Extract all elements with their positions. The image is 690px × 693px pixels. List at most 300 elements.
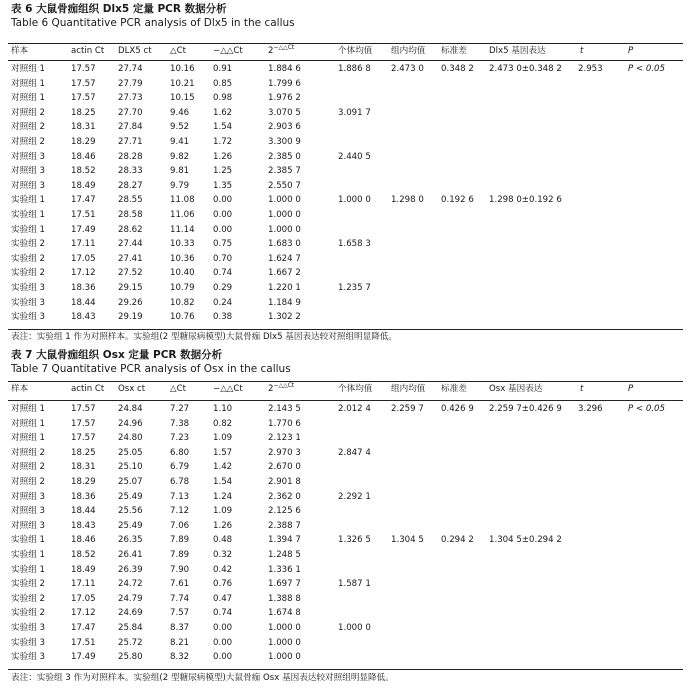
table-cell: 17.05	[71, 253, 96, 264]
table-cell: 0.38	[213, 312, 233, 323]
table-cell: 1.298 0	[391, 195, 424, 206]
table-row	[0, 310, 690, 325]
table-cell: 29.15	[118, 283, 143, 293]
table-cell: 0.00	[213, 637, 233, 648]
table-cell: 18.43	[71, 520, 96, 531]
table-cell: 18.36	[71, 491, 96, 502]
table-cell: 25.49	[118, 491, 143, 502]
table-cell: 18.31	[71, 462, 96, 473]
table-cell: 11.14	[170, 224, 195, 235]
table-cell: 1.587 1	[338, 579, 371, 590]
table-cell: 实验组 2	[11, 253, 45, 264]
table-cell: 27.84	[118, 122, 143, 133]
table-cell: 1.000 0	[268, 210, 301, 220]
table-cell: 对照组 3	[11, 506, 45, 517]
table-cell: 2.259 7±0.426 9	[489, 404, 562, 414]
table-cell: 25.56	[118, 506, 143, 517]
table-cell: 3.296	[578, 404, 603, 414]
table-cell: 10.82	[170, 297, 195, 308]
table-cell: 1.25	[213, 166, 233, 177]
table-cell: 7.74	[170, 593, 190, 604]
table-cell: 0.00	[213, 224, 233, 235]
table-cell: 对照组 2	[11, 477, 45, 487]
table-row	[0, 519, 690, 534]
column-header: t	[580, 384, 584, 394]
table-row	[0, 533, 690, 548]
table-cell: 18.25	[71, 447, 96, 458]
table-cell: 实验组 2	[11, 239, 45, 250]
table-cell: 10.40	[170, 268, 195, 279]
column-header: t	[580, 46, 584, 56]
table-cell: 2.123 1	[268, 433, 301, 444]
table-row	[0, 223, 690, 238]
table-cell: 27.41	[118, 253, 143, 264]
table-row	[0, 91, 690, 106]
table-cell: 2.385 0	[268, 151, 301, 162]
column-header: △Ct	[170, 46, 186, 56]
table-cell: 1.000 0	[338, 195, 371, 206]
table-cell: 18.25	[71, 107, 96, 118]
table-cell: 1.304 5	[391, 535, 424, 546]
table-cell: 1.62	[213, 107, 233, 118]
table-cell: 27.73	[118, 93, 143, 104]
table-row	[0, 417, 690, 432]
table-cell: 0.48	[213, 535, 233, 546]
table-cell: 26.39	[118, 564, 143, 575]
table-cell: 0.42	[213, 564, 233, 575]
table-cell: 1.26	[213, 151, 233, 162]
table-cell: 1.220 1	[268, 283, 301, 293]
table-row	[0, 281, 690, 296]
table7-note: 表注：实验组 3 作为对照样本。实验组(2 型糖尿病模型)大鼠骨痂 Osx 基因表达较对照组明显降低。	[11, 673, 394, 683]
table-cell: 实验组 1	[11, 224, 45, 235]
table-cell: 对照组 3	[11, 491, 45, 502]
column-header: Dlx5 基因表达	[489, 46, 546, 56]
table-cell: 17.11	[71, 239, 96, 250]
table-cell: 1.248 5	[268, 550, 301, 560]
table-cell: 3.300 9	[268, 137, 301, 147]
table7-caption-zh: 表 7 大鼠骨痂组织 Osx 定量 PCR 数据分析	[11, 349, 223, 361]
table-cell: 28.62	[118, 224, 143, 235]
table-cell: 0.24	[213, 297, 233, 308]
table-row	[0, 237, 690, 252]
table-cell: 1.10	[213, 404, 233, 414]
table-cell: 26.35	[118, 535, 143, 546]
table-cell: 实验组 3	[11, 312, 45, 323]
table-row	[0, 120, 690, 135]
table-cell: 1.667 2	[268, 268, 301, 279]
table-row	[0, 179, 690, 194]
table-cell: 1.304 5±0.294 2	[489, 535, 562, 546]
table-cell: 实验组 1	[11, 564, 45, 575]
table-cell: 8.21	[170, 637, 190, 648]
column-header: P	[628, 384, 634, 394]
table-row	[0, 193, 690, 208]
table-cell: 7.27	[170, 404, 190, 414]
table-cell: 0.00	[213, 652, 233, 663]
table-cell: 2.440 5	[338, 151, 371, 162]
table-cell: 27.52	[118, 268, 143, 279]
table-cell: 对照组 1	[11, 433, 45, 444]
table-cell: 1.336 1	[268, 564, 301, 575]
table-cell: 7.57	[170, 608, 190, 619]
column-header: 样本	[11, 384, 29, 394]
table-cell: 26.41	[118, 550, 143, 560]
table-row	[0, 402, 690, 417]
table-cell: 18.31	[71, 122, 96, 133]
table-cell: 7.89	[170, 550, 190, 560]
table-row	[0, 548, 690, 563]
table-cell: 对照组 2	[11, 137, 45, 147]
table-cell: 2.385 7	[268, 166, 301, 177]
table-cell: 2.388 7	[268, 520, 301, 531]
column-header: DLX5 ct	[118, 46, 152, 56]
table-cell: 10.33	[170, 239, 195, 250]
table-cell: 6.80	[170, 447, 190, 458]
table-cell: 7.12	[170, 506, 190, 517]
table-cell: 25.05	[118, 447, 143, 458]
table-cell: 0.47	[213, 593, 233, 604]
table-cell: 实验组 3	[11, 297, 45, 308]
column-header: −△△Ct	[213, 384, 243, 394]
table-row	[0, 563, 690, 578]
table-cell: 0.70	[213, 253, 233, 264]
table-cell: 1.000 0	[268, 652, 301, 663]
table-cell: 1.000 0	[268, 623, 301, 633]
table-cell: 对照组 1	[11, 418, 45, 429]
table-cell: 1.235 7	[338, 283, 371, 293]
table-cell: 25.49	[118, 520, 143, 531]
table-cell: 0.74	[213, 608, 233, 619]
column-header: △Ct	[170, 384, 186, 394]
table-cell: 0.00	[213, 623, 233, 633]
table-cell: 1.09	[213, 433, 233, 444]
table-row	[0, 266, 690, 281]
table-row	[0, 106, 690, 121]
table6-note: 表注：实验组 1 作为对照样本。实验组(2 型糖尿病模型)大鼠骨痂 Dlx5 基因表达较对照组明显降低。	[11, 332, 398, 342]
column-header: 组内均值	[391, 384, 426, 394]
table-cell: 18.44	[71, 297, 96, 308]
table-cell: 1.72	[213, 137, 233, 147]
table-cell: 1.884 6	[268, 64, 301, 74]
table-cell: 1.674 8	[268, 608, 301, 619]
table-cell: 7.38	[170, 418, 190, 429]
table-cell: 0.294 2	[441, 535, 474, 546]
column-header: Osx 基因表达	[489, 384, 543, 394]
table-cell: 6.79	[170, 462, 190, 473]
table-cell: 6.78	[170, 477, 190, 487]
column-header: 个体均值	[338, 46, 373, 56]
table-cell: 24.80	[118, 433, 143, 444]
table6-caption-en: Table 6 Quantitative PCR analysis of Dlx5 in the callus	[11, 17, 295, 29]
table-cell: 对照组 3	[11, 520, 45, 531]
column-header: P	[628, 46, 634, 56]
column-header: 样本	[11, 46, 29, 56]
table-cell: 18.44	[71, 506, 96, 517]
table-cell: 11.08	[170, 195, 195, 206]
table-cell: 对照组 1	[11, 64, 45, 74]
table-cell: 24.79	[118, 593, 143, 604]
table-cell: 0.74	[213, 268, 233, 279]
column-header: $2^{-\triangle\triangle Ct}$	[268, 382, 295, 394]
table-cell: 17.05	[71, 593, 96, 604]
table-cell: 1.658 3	[338, 239, 371, 250]
table-cell: 实验组 1	[11, 535, 45, 546]
table-cell: 实验组 2	[11, 608, 45, 619]
table-row	[0, 62, 690, 77]
table-row	[0, 621, 690, 636]
table-cell: 28.58	[118, 210, 143, 220]
table-cell: 24.84	[118, 404, 143, 414]
table-cell: 1.54	[213, 122, 233, 133]
table-row	[0, 592, 690, 607]
t7-header-rule	[8, 400, 683, 401]
table-cell: 24.69	[118, 608, 143, 619]
table-row	[0, 252, 690, 267]
table-cell: 9.46	[170, 107, 190, 118]
table-cell: 18.52	[71, 166, 96, 177]
table-cell: 8.32	[170, 652, 190, 663]
column-header: $2^{-\triangle\triangle Ct}$	[268, 44, 295, 56]
table-cell: 对照组 3	[11, 166, 45, 177]
table-cell: 0.192 6	[441, 195, 474, 206]
table-row	[0, 577, 690, 592]
column-header: 标准差	[441, 384, 467, 394]
table-row	[0, 504, 690, 519]
table-cell: 18.46	[71, 535, 96, 546]
table-cell: 对照组 1	[11, 93, 45, 104]
table-cell: 17.51	[71, 637, 96, 648]
table-cell: 对照组 2	[11, 107, 45, 118]
table-cell: 实验组 1	[11, 195, 45, 206]
column-header: actin Ct	[71, 384, 105, 394]
column-header: 个体均值	[338, 384, 373, 394]
column-header: actin Ct	[71, 46, 105, 56]
table-cell: 28.55	[118, 195, 143, 206]
t6-header-row	[0, 44, 690, 59]
table-cell: 17.57	[71, 433, 96, 444]
table-cell: 17.47	[71, 623, 96, 633]
table-cell: 2.847 4	[338, 447, 371, 458]
table-cell: 7.06	[170, 520, 190, 531]
table-cell: 17.47	[71, 195, 96, 206]
table-cell: 17.12	[71, 268, 96, 279]
table-cell: 对照组 1	[11, 78, 45, 89]
table-cell: 实验组 3	[11, 283, 45, 293]
table-cell: 27.44	[118, 239, 143, 250]
table-cell: 0.76	[213, 579, 233, 590]
table-cell: 1.35	[213, 180, 233, 191]
table-cell: 0.75	[213, 239, 233, 250]
table-cell: 29.26	[118, 297, 143, 308]
column-header: 标准差	[441, 46, 467, 56]
table-cell: 7.89	[170, 535, 190, 546]
table-cell: 18.29	[71, 477, 96, 487]
table-cell: 18.43	[71, 312, 96, 323]
table-cell: 0.85	[213, 78, 233, 89]
table-cell: 对照组 2	[11, 447, 45, 458]
table-cell: 实验组 2	[11, 579, 45, 590]
table-cell: 1.326 5	[338, 535, 371, 546]
table-cell: 24.96	[118, 418, 143, 429]
table-cell: 7.23	[170, 433, 190, 444]
table-cell: P < 0.05	[628, 64, 665, 74]
table-cell: 对照组 3	[11, 180, 45, 191]
table-cell: 实验组 3	[11, 623, 45, 633]
table-cell: 1.57	[213, 447, 233, 458]
table-cell: 3.070 5	[268, 107, 301, 118]
table-cell: 27.79	[118, 78, 143, 89]
table-cell: 2.473 0±0.348 2	[489, 64, 562, 74]
table-cell: 1.000 0	[268, 195, 301, 206]
table-cell: 17.57	[71, 93, 96, 104]
table-cell: 实验组 2	[11, 593, 45, 604]
table-cell: 10.21	[170, 78, 195, 89]
table-row	[0, 431, 690, 446]
table-cell: 实验组 1	[11, 210, 45, 220]
table-cell: 7.90	[170, 564, 190, 575]
table-cell: 1.42	[213, 462, 233, 473]
t6-bottom-rule	[8, 329, 683, 330]
table-cell: 1.683 0	[268, 239, 301, 250]
table-cell: 25.80	[118, 652, 143, 663]
table-row	[0, 636, 690, 651]
table-cell: 实验组 1	[11, 550, 45, 560]
table-cell: 1.000 0	[338, 623, 371, 633]
table-cell: 27.71	[118, 137, 143, 147]
table-row	[0, 606, 690, 621]
table-cell: 25.07	[118, 477, 143, 487]
table-cell: 0.00	[213, 195, 233, 206]
table-cell: 7.13	[170, 491, 190, 502]
t7-header-row	[0, 382, 690, 397]
table-row	[0, 208, 690, 223]
table7-caption-en: Table 7 Quantitative PCR analysis of Osx in the callus	[11, 363, 291, 375]
table-cell: 1.298 0±0.192 6	[489, 195, 562, 206]
table-row	[0, 135, 690, 150]
table-cell: 0.00	[213, 210, 233, 220]
table-cell: 10.76	[170, 312, 195, 323]
t6-header-rule	[8, 60, 683, 61]
table-cell: 1.886 8	[338, 64, 371, 74]
table-cell: 1.976 2	[268, 93, 301, 104]
table-cell: 2.903 6	[268, 122, 301, 133]
table-cell: 2.143 5	[268, 404, 301, 414]
table-cell: 2.362 0	[268, 491, 301, 502]
table-row	[0, 446, 690, 461]
table-cell: 9.41	[170, 137, 190, 147]
table-cell: 9.82	[170, 151, 190, 162]
table-cell: 对照组 2	[11, 462, 45, 473]
table-cell: 2.970 3	[268, 447, 301, 458]
column-header: 组内均值	[391, 46, 426, 56]
table-cell: 25.72	[118, 637, 143, 648]
table-cell: 25.84	[118, 623, 143, 633]
table-row	[0, 460, 690, 475]
table-cell: 1.799 6	[268, 78, 301, 89]
table-cell: 18.46	[71, 151, 96, 162]
table-cell: 对照组 3	[11, 151, 45, 162]
table-cell: 2.259 7	[391, 404, 424, 414]
table-cell: 29.19	[118, 312, 143, 323]
table-cell: 0.348 2	[441, 64, 474, 74]
table-cell: 24.72	[118, 579, 143, 590]
table-cell: 27.74	[118, 64, 143, 74]
table-cell: 1.000 0	[268, 224, 301, 235]
table-cell: 17.51	[71, 210, 96, 220]
table-row	[0, 296, 690, 311]
table-cell: 对照组 1	[11, 404, 45, 414]
table-cell: 1.24	[213, 491, 233, 502]
table-cell: 18.29	[71, 137, 96, 147]
table-cell: 8.37	[170, 623, 190, 633]
table-cell: 1.184 9	[268, 297, 301, 308]
table-cell: 2.292 1	[338, 491, 371, 502]
table-cell: 17.49	[71, 224, 96, 235]
table-cell: 28.33	[118, 166, 143, 177]
table-cell: 17.57	[71, 418, 96, 429]
table-cell: 实验组 3	[11, 652, 45, 663]
table-cell: 2.953	[578, 64, 603, 74]
table-row	[0, 77, 690, 92]
table-cell: 1.697 7	[268, 579, 301, 590]
table-cell: 1.54	[213, 477, 233, 487]
table-cell: 1.624 7	[268, 253, 301, 264]
table-cell: 2.125 6	[268, 506, 301, 517]
table-cell: 28.28	[118, 151, 143, 162]
table-cell: 18.49	[71, 564, 96, 575]
table-cell: 1.302 2	[268, 312, 301, 323]
table-cell: 28.27	[118, 180, 143, 191]
table-row	[0, 164, 690, 179]
table-cell: 2.550 7	[268, 180, 301, 191]
table-cell: 对照组 2	[11, 122, 45, 133]
table-cell: 18.52	[71, 550, 96, 560]
table-cell: 18.49	[71, 180, 96, 191]
table-cell: 17.12	[71, 608, 96, 619]
table-cell: 3.091 7	[338, 107, 371, 118]
table-cell: 0.82	[213, 418, 233, 429]
table-cell: 0.32	[213, 550, 233, 560]
table-cell: 27.70	[118, 107, 143, 118]
t7-bottom-rule	[8, 669, 683, 670]
table-cell: 1.000 0	[268, 637, 301, 648]
column-header: −△△Ct	[213, 46, 243, 56]
table-row	[0, 475, 690, 490]
table-cell: 2.473 0	[391, 64, 424, 74]
table-cell: 10.36	[170, 253, 195, 264]
table-cell: 9.52	[170, 122, 190, 133]
table-cell: 11.06	[170, 210, 195, 220]
table6-caption-zh: 表 6 大鼠骨痂组织 Dlx5 定量 PCR 数据分析	[11, 3, 227, 15]
table-cell: 0.98	[213, 93, 233, 104]
table-cell: 9.79	[170, 180, 190, 191]
table-cell: 17.49	[71, 652, 96, 663]
table-cell: 实验组 2	[11, 268, 45, 279]
table-cell: 1.394 7	[268, 535, 301, 546]
table-cell: 10.15	[170, 93, 195, 104]
table-cell: 0.91	[213, 64, 233, 74]
table-cell: 1.388 8	[268, 593, 301, 604]
table-cell: 0.426 9	[441, 404, 474, 414]
table-cell: 17.57	[71, 404, 96, 414]
table-cell: 1.09	[213, 506, 233, 517]
table-cell: 10.16	[170, 64, 195, 74]
table-cell: 9.81	[170, 166, 190, 177]
table-cell: 7.61	[170, 579, 190, 590]
table-row	[0, 490, 690, 505]
table-cell: 实验组 3	[11, 637, 45, 648]
